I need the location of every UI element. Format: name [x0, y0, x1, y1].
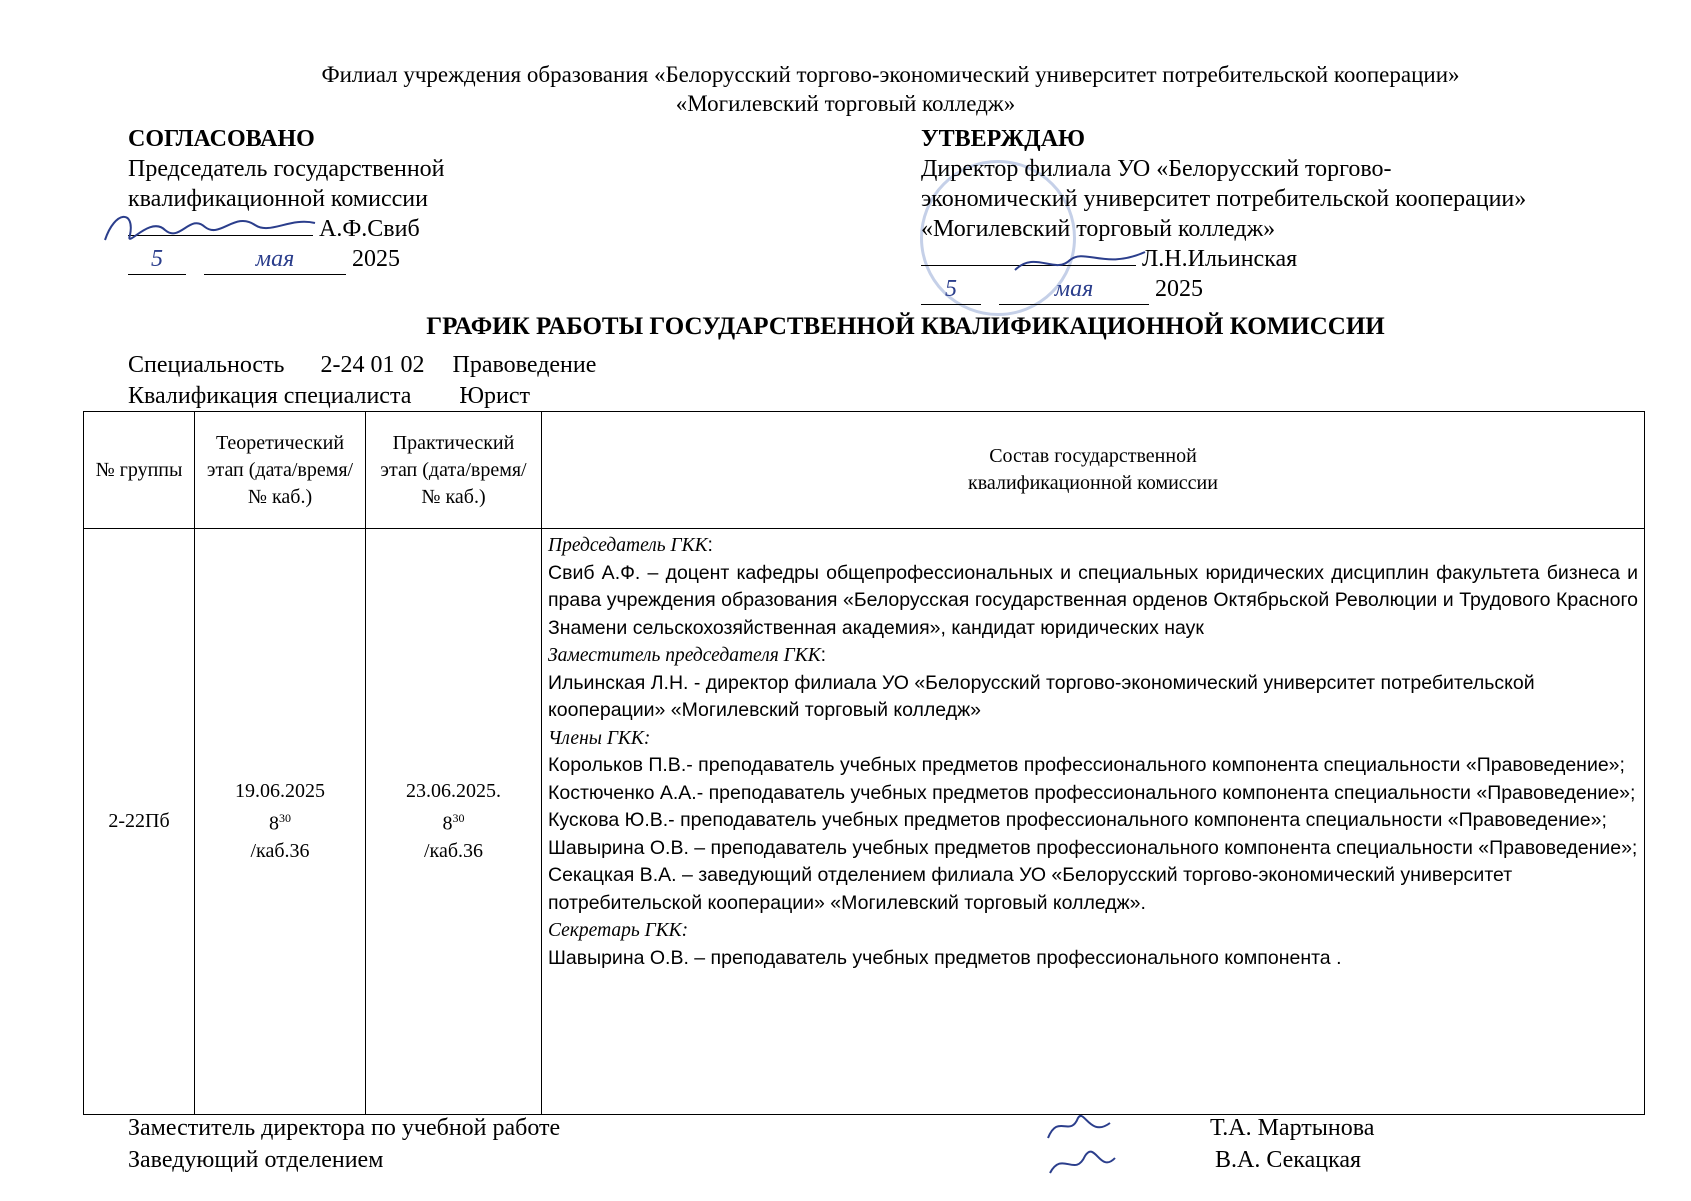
member-3: Кускова Ю.В.- преподаватель учебных предметов профессионального компонента специальности «Правоведение»;: [548, 809, 1607, 831]
document-title: ГРАФИК РАБОТЫ ГОСУДАРСТВЕННОЙ КВАЛИФИКАЦИОННОЙ КОМИССИИ: [426, 313, 1385, 340]
member-1: Корольков П.В.- преподаватель учебных предметов профессионального компонента специальности «Правоведение»;: [548, 754, 1625, 776]
theory-room: /каб.36: [250, 839, 310, 862]
cell-theory: [195, 529, 366, 1115]
agreed-day: 5: [128, 244, 186, 275]
approved-year: 2025: [1155, 276, 1203, 302]
header-group: № группы: [84, 412, 195, 529]
qualification-line: [128, 381, 530, 411]
agreed-line-1: Председатель государственной: [128, 156, 445, 182]
agreed-year: 2025: [352, 246, 400, 272]
schedule-table: [83, 411, 1645, 1115]
header-composition-line-2: квалификационной комиссии: [968, 472, 1218, 494]
chair-role: Председатель ГКК: [548, 535, 708, 556]
cell-composition: Председатель ГКК: Свиб А.Ф. – доцент кафедры общепрофессиональных и специальных юридических дисциплин факультета бизнеса и права учреждения образования «Белорусская государственная орденов Октябрьской Революции и Трудового Красного Знамени сельскохозяйственная академия», кандидат юридических наук Заместитель председателя ГКК: Ильинская Л.Н. - директор филиала УО «Белорусский торгово-экономический университет потребительской кооперации» «Могилевский торговый колледж» Члены ГКК: Корольков П.В.- преподаватель учебных предметов профессионального компонента специальности «Правоведение»; Костюченко А.А.- преподаватель учебных предметов профессионального компонента специальности «Правоведение»; Кускова Ю.В.- преподаватель учебных предметов профессионального компонента специальности «Правоведение»; Шавырина О.В. – преподаватель учебных предметов профессионального компонента специальности «Правоведение»; Секацкая В.А. – заведующий отделением филиала УО «Белорусский торгово-экономический университет потребительской кооперации» «Могилевский торговый колледж». Секретарь ГКК: Шавырина О.В. – преподаватель учебных предметов профессионального компонента .: [542, 529, 1645, 1115]
specialty-line: [128, 350, 596, 380]
qualification-value: Юрист: [459, 383, 531, 409]
approved-line-3: «Могилевский торговый колледж»: [921, 216, 1276, 242]
footer-signatures-image: [1040, 1108, 1120, 1183]
theory-time: [201, 805, 359, 838]
chair-text: Свиб А.Ф. – доцент кафедры общепрофессиональных и специальных юридических дисциплин факультета бизнеса и права учреждения образования «Белорусская государственная орденов Октябрьской Революции и Трудового Красного Знамени сельскохозяйственная академия», кандидат юридических наук: [548, 561, 1638, 639]
cell-practice: [366, 529, 542, 1115]
member-5: Секацкая В.А. – заведующий отделением филиала УО «Белорусский торгово-экономический университет потребительской кооперации» «Могилевский торговый колледж».: [548, 864, 1513, 914]
approved-signature-line: [921, 244, 1526, 274]
footer-head-name: В.А. Секацкая: [1215, 1147, 1362, 1173]
agreed-title: СОГЛАСОВАНО: [128, 126, 315, 152]
members-role: Члены ГКК:: [548, 727, 651, 749]
deputy-role: Заместитель председателя ГКК: [548, 645, 821, 666]
practice-time-hour: 8: [442, 812, 453, 835]
agreed-line-2: квалификационной комиссии: [128, 186, 428, 212]
approved-name: Л.Н.Ильинская: [1142, 246, 1298, 272]
approved-date: [921, 274, 1526, 305]
agreed-name: А.Ф.Свиб: [319, 216, 420, 242]
practice-date: 23.06.2025.: [406, 780, 501, 803]
practice-room: /каб.36: [423, 839, 484, 862]
institution-line-1: Филиал учреждения образования «Белорусский торгово-экономический университет потребительской кооперации»: [321, 62, 1460, 87]
theory-time-hour: 8: [269, 812, 279, 835]
agreed-signature-line: [128, 214, 445, 244]
theory-time-minute: 30: [279, 811, 291, 826]
agreed-block: [128, 124, 445, 275]
qualification-label: Квалификация специалиста: [128, 383, 412, 409]
specialty-name: Правоведение: [452, 352, 597, 378]
header-composition-line-1: Состав государственной: [989, 445, 1197, 467]
approved-month: мая: [999, 274, 1149, 305]
approved-title: УТВЕРЖДАЮ: [921, 126, 1086, 152]
approved-line-2: экономический университет потребительской кооперации»: [921, 186, 1527, 212]
member-4: Шавырина О.В. – преподаватель учебных предметов профессионального компонента специальности «Правоведение»;: [548, 836, 1638, 859]
footer-deputy-label: Заместитель директора по учебной работе: [128, 1115, 561, 1141]
footer-deputy-name: Т.А. Мартынова: [1210, 1115, 1375, 1141]
deputy-text: Ильинская Л.Н. - директор филиала УО «Белорусский торгово-экономический университет потребительской кооперации» «Могилевский торговый колледж»: [548, 671, 1535, 721]
table-row: [84, 529, 1645, 1115]
specialty-code: 2-24 01 02: [320, 352, 425, 378]
cell-group: 2-22Пб: [84, 529, 195, 1115]
practice-time-minute: 30: [452, 811, 465, 826]
secretary-role: Секретарь ГКК:: [548, 920, 689, 941]
header-practice: Практический этап (дата/время/ № каб.): [366, 412, 542, 529]
header-composition: [542, 412, 1645, 529]
approved-line-1: Директор филиала УО «Белорусский торгово-: [921, 156, 1392, 182]
footer-head-label: Заведующий отделением: [128, 1147, 384, 1173]
institution-line-2: «Могилевский торговый колледж»: [675, 91, 1016, 116]
table-header-row: [84, 412, 1645, 529]
secretary-text: Шавырина О.В. – преподаватель учебных предметов профессионального компонента .: [548, 946, 1342, 969]
approved-day: 5: [921, 274, 981, 305]
approved-block: [921, 124, 1526, 305]
agreed-month: мая: [204, 244, 346, 275]
specialty-label: Специальность: [128, 352, 285, 378]
theory-date: 19.06.2025: [235, 780, 325, 803]
member-2: Костюченко А.А.- преподаватель учебных предметов профессионального компонента специальности «Правоведение»;: [548, 781, 1636, 804]
agreed-date: [128, 244, 445, 275]
practice-time: [372, 805, 535, 838]
header-theory: Теоретический этап (дата/время/ № каб.): [195, 412, 366, 529]
